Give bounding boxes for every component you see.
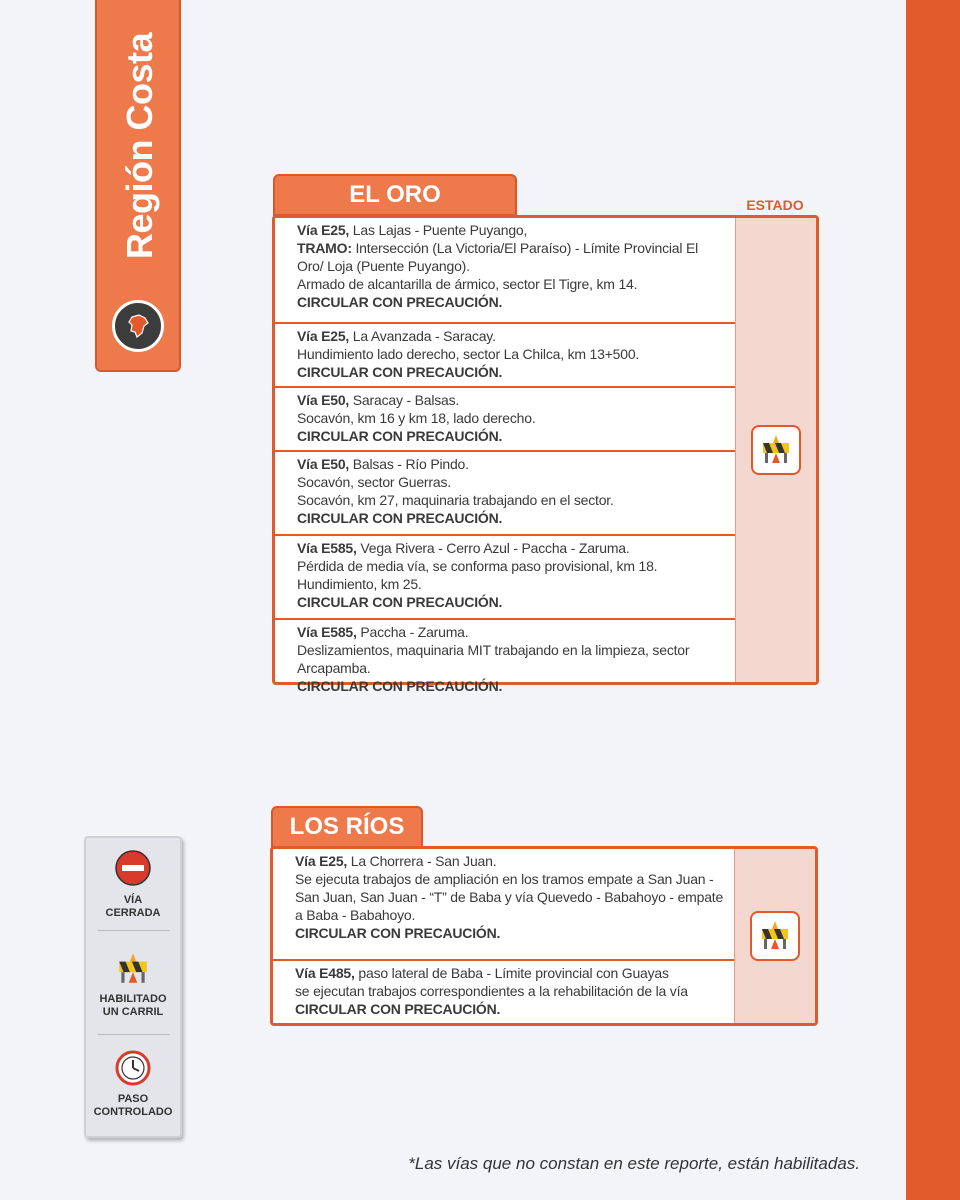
table-row — [275, 218, 736, 322]
legend-label-line: HABILITADO — [99, 993, 167, 1005]
detail-text: Hundimiento, km 25. — [297, 576, 422, 592]
detail-text: Socavón, sector Guerras. — [297, 474, 451, 490]
clock-icon — [115, 1050, 151, 1091]
legend-divider — [98, 1034, 170, 1035]
caution-text: CIRCULAR CON PRECAUCIÓN. — [295, 925, 501, 941]
caution-text: CIRCULAR CON PRECAUCIÓN. — [297, 678, 503, 694]
via-code: Vía E25, — [297, 328, 350, 344]
caution-text: CIRCULAR CON PRECAUCIÓN. — [297, 594, 503, 610]
table-row — [275, 386, 736, 450]
region-tab — [95, 0, 181, 372]
tramo-label: TRAMO: — [297, 240, 352, 256]
route-text: La Chorrera - San Juan. — [347, 853, 497, 869]
legend-label-via-cerrada — [86, 894, 180, 920]
legend-label-line: VÍA — [123, 894, 143, 906]
via-code: Vía E50, — [297, 392, 350, 408]
route-text: Saracay - Balsas. — [349, 392, 460, 408]
legend-divider — [98, 930, 170, 931]
detail-text: Hundimiento lado derecho, sector La Chilca, km 13+500. — [297, 346, 640, 362]
legend-label-line: CERRADA — [105, 907, 161, 919]
region-title: Región Costa — [119, 33, 160, 260]
section-tab-el-oro: EL ORO — [273, 174, 517, 216]
detail-text: Deslizamientos, maquinaria MIT trabajando en la limpieza, sector Arcapamba. — [297, 642, 690, 676]
legend-label-line: CONTROLADO — [93, 1106, 173, 1118]
barrier-one-lane-icon — [750, 911, 800, 961]
table-row — [275, 534, 736, 618]
barrier-one-lane-icon — [751, 425, 801, 475]
no-entry-icon — [115, 850, 151, 891]
legend-label-habilitado — [86, 993, 180, 1019]
route-text: Vega Rivera - Cerro Azul - Paccha - Zaruma. — [356, 540, 630, 556]
caution-text: CIRCULAR CON PRECAUCIÓN. — [297, 364, 503, 380]
via-code: Vía E25, — [295, 853, 348, 869]
caution-text: CIRCULAR CON PRECAUCIÓN. — [297, 294, 503, 310]
section-box-el-oro — [272, 215, 819, 694]
detail-text: Socavón, km 27, maquinaria trabajando en el sector. — [297, 492, 614, 508]
legend-label-line: PASO — [117, 1093, 149, 1105]
section-tab-los-rios: LOS RÍOS — [271, 806, 423, 848]
barrier-one-lane-icon — [115, 951, 151, 992]
ecuador-map-icon — [112, 300, 164, 352]
table-row — [273, 959, 735, 1025]
caution-text: CIRCULAR CON PRECAUCIÓN. — [297, 428, 503, 444]
table-row — [275, 450, 736, 534]
legend-panel — [84, 836, 182, 1138]
route-text: paso lateral de Baba - Límite provincial con Guayas — [354, 965, 669, 981]
route-text: Las Lajas - Puente Puyango, — [349, 222, 528, 238]
route-text: Paccha - Zaruma. — [356, 624, 469, 640]
via-code: Vía E485, — [295, 965, 355, 981]
status-column — [734, 849, 815, 1023]
detail-text: Pérdida de media vía, se conforma paso provisional, km 18. — [297, 558, 658, 574]
footnote: *Las vías que no constan en este reporte, están habilitadas. — [408, 1154, 860, 1173]
detail-text: Armado de alcantarilla de ármico, sector El Tigre, km 14. — [297, 276, 638, 292]
caution-text: CIRCULAR CON PRECAUCIÓN. — [295, 1001, 501, 1017]
tramo-text: Intersección (La Victoria/El Paraíso) - Límite Provincial El Oro/ Loja (Puente Puyango). — [297, 240, 699, 274]
section-box-los-rios — [270, 846, 818, 1026]
table-row — [273, 849, 735, 959]
legend-label-line: UN CARRIL — [102, 1006, 164, 1018]
detail-text: Se ejecuta trabajos de ampliación en los tramos empate a San Juan - San Juan, San Juan - “T” de Baba y vía Quevedo - Babahoyo - empate a Baba - Babahoyo. — [295, 871, 724, 923]
table-row — [275, 322, 736, 386]
route-text: Balsas - Río Pindo. — [349, 456, 469, 472]
detail-text: se ejecutan trabajos correspondientes a la rehabilitación de la vía — [295, 983, 688, 999]
estado-column-header: ESTADO — [746, 197, 804, 213]
detail-text: Socavón, km 16 y km 18, lado derecho. — [297, 410, 536, 426]
table-row — [275, 618, 736, 694]
status-column — [735, 218, 816, 682]
route-text: La Avanzada - Saracay. — [349, 328, 496, 344]
via-code: Vía E585, — [297, 540, 357, 556]
via-code: Vía E25, — [297, 222, 350, 238]
legend-label-paso-controlado — [86, 1093, 180, 1119]
via-code: Vía E585, — [297, 624, 357, 640]
via-code: Vía E50, — [297, 456, 350, 472]
caution-text: CIRCULAR CON PRECAUCIÓN. — [297, 510, 503, 526]
right-accent-bar — [906, 0, 960, 1200]
